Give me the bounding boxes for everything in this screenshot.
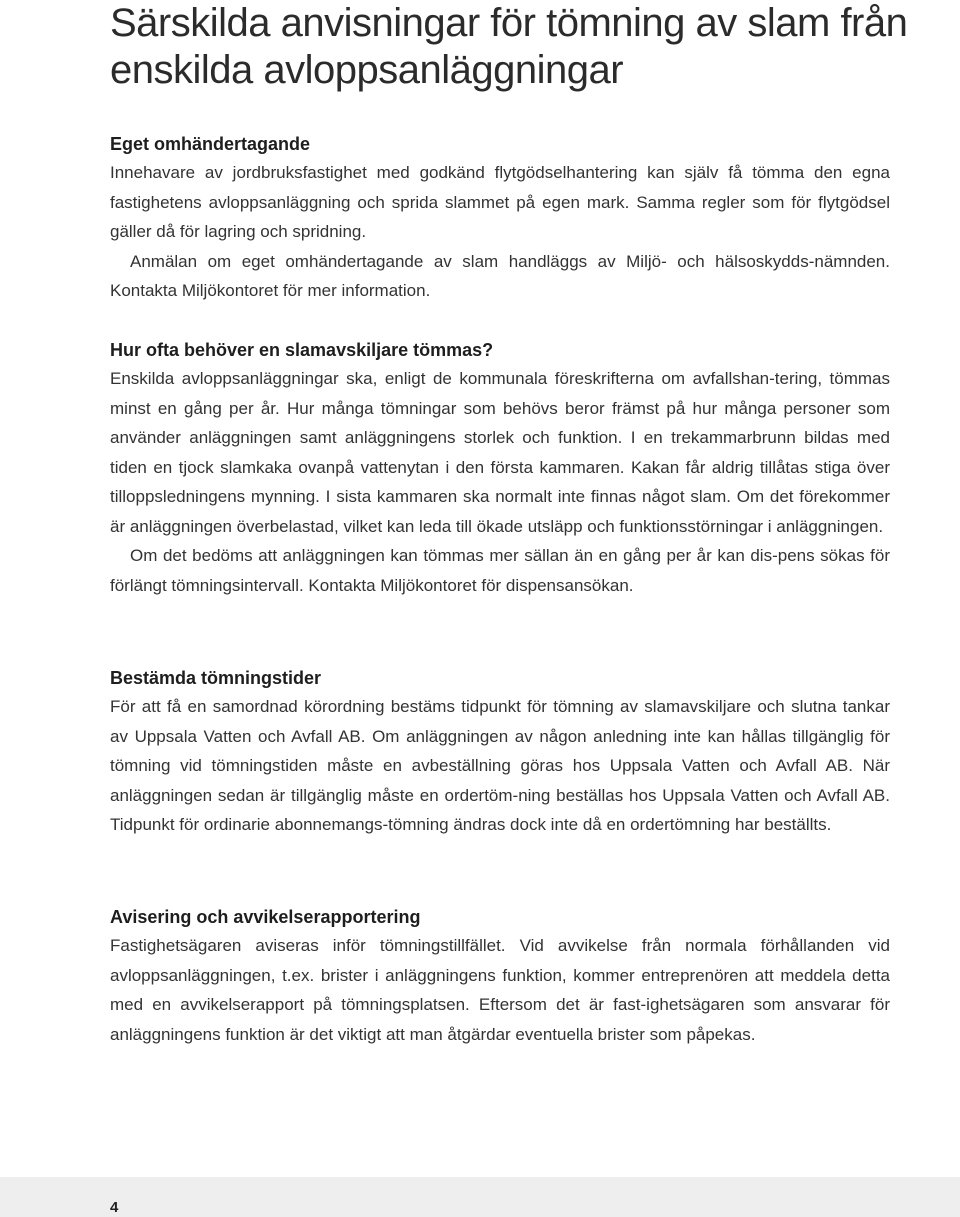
page-title: Särskilda anvisningar för tömning av slam från enskilda avloppsanläggningar	[110, 1, 908, 92]
section-eget-omhandertagande	[110, 130, 890, 306]
section-bestamda-tomningstider	[110, 664, 890, 840]
paragraph: För att få en samordnad körordning bestäms tidpunkt för tömning av slamavskiljare och slutna tankar av Uppsala Vatten och Avfall AB. Om anläggningen av någon anledning inte kan hållas tillgänglig för tömning vid tömningstiden måste en avbeställning göras hos Uppsala Vatten och Avfall AB. När anläggningen sedan är tillgänglig måste en ordertöm-ning beställas hos Uppsala Vatten och Avfall AB. Tidpunkt för ordinarie abonnemangs-tömning ändras dock inte då en ordertömning har beställts.	[110, 697, 890, 834]
paragraph: Innehavare av jordbruksfastighet med godkänd flytgödselhantering kan själv få tömma den egna fastighetens avloppsanläggning och sprida slammet på egen mark. Samma regler som för flytgödsel gäller då för lagring och spridning.	[110, 163, 890, 241]
page-number: 4	[110, 1199, 119, 1216]
section-heading: Avisering och avvikelserapportering	[110, 907, 421, 927]
section-tomningsfrekvens	[110, 336, 890, 600]
section-heading: Bestämda tömningstider	[110, 668, 322, 688]
section-heading: Hur ofta behöver en slamavskiljare tömmas?	[110, 340, 494, 360]
page-footer	[0, 1177, 960, 1217]
paragraph: Anmälan om eget omhändertagande av slam handläggs av Miljö- och hälsoskydds-nämnden. Kontakta Miljökontoret för mer information.	[110, 251, 890, 300]
paragraph: Enskilda avloppsanläggningar ska, enligt de kommunala föreskrifterna om avfallshan-tering, tömmas minst en gång per år. Hur många tömningar som behövs beror främst på hur många personer som använder anläggningen samt anläggningens storlek och funktion. I en trekammarbrunn bildas med tiden en tjock slamkaka ovanpå vattenytan i den första kammaren. Kakan får aldrig tillåtas stiga över tilloppsledningens mynning. I sista kammaren ska normalt inte finnas något slam. Om det förekommer är anläggningen överbelastad, vilket kan leda till ökade utsläpp och funktionsstörningar i anläggningen.	[110, 369, 890, 536]
section-avisering	[110, 903, 890, 1049]
paragraph: Fastighetsägaren aviseras inför tömningstillfället. Vid avvikelse från normala förhållanden vid avloppsanläggningen, t.ex. brister i anläggningens funktion, kommer entreprenören att meddela detta med en avvikelserapport på tömningsplatsen. Eftersom det är fast-ighetsägaren som ansvarar för anläggningens funktion är det viktigt att man åtgärdar eventuella brister som påpekas.	[110, 936, 890, 1044]
paragraph: Om det bedöms att anläggningen kan tömmas mer sällan än en gång per år kan dis-pens sökas för förlängt tömningsintervall. Kontakta Miljökontoret för dispensansökan.	[110, 546, 890, 595]
section-heading: Eget omhändertagande	[110, 134, 311, 154]
